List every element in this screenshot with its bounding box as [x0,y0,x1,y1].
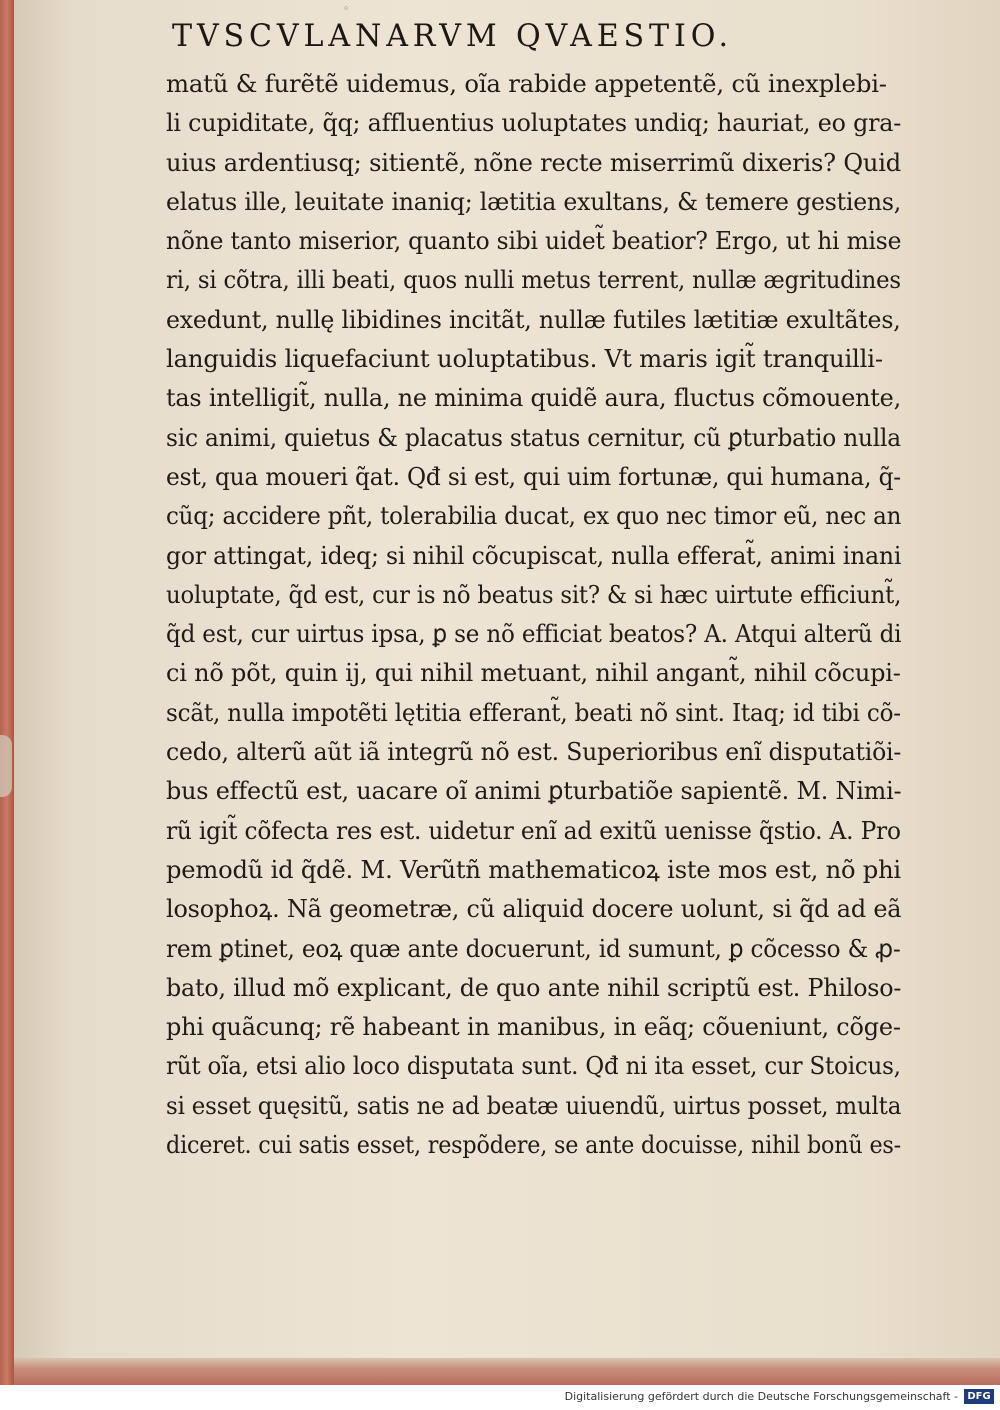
text-line: ri, si cõtra, illi beati, quos nulli metus terrent, nullæ ægritudines [166,265,901,295]
text-line: matũ & furẽtẽ uidemus, oĩa rabide appetentẽ, cũ inexplebi- [166,69,887,98]
footer-credit: Digitalisierung gefördert durch die Deutsche Forschungsgemeinschaft - [564,1390,958,1403]
text-line: gor attingat, ideq; si nihil cõcupiscat, nulla efferat̃, animi inani [166,540,902,570]
text-line: losophoꝝ. Nã geometræ, cũ aliquid docere uolunt, si q̃d ad eã [166,894,902,924]
text-line: sic animi, quietus & placatus status cernitur, cũ ꝑturbatio nulla [166,422,901,452]
page-tab-shadow [0,735,12,797]
text-line: cedo, alterũ aũt iã integrũ nõ est. Superioribus enĩ disputatiõi- [166,737,902,767]
text-line: uius ardentiusq; sitientẽ, nõne recte miserrimũ dixeris? Quid [166,147,902,177]
text-line: ci nõ põt, quin ij, qui nihil metuant, nihil angant̃, nihil cõcupi- [166,658,901,688]
text-line: rũt oĩa, etsi alio loco disputata sunt. Qđ ni ita esset, cur Stoicus, [166,1051,901,1081]
text-line: scãt, nulla impotẽti lętitia efferant̃, beati nõ sint. Itaq; id tibi cõ- [166,697,901,727]
text-line: li cupiditate, q̃q; affluentius uoluptates undiq; hauriat, eo gra- [166,108,902,138]
text-line: si esset quęsitũ, satis ne ad beatæ uiuendũ, uirtus posset, multa [166,1090,902,1120]
text-line: cũq; accidere pñt, tolerabilia ducat, ex quo nec timor eũ, nec an [166,501,902,531]
page-bottom-edge [14,1358,1000,1385]
text-line: uoluptate, q̃d est, cur is nõ beatus sit? & si hæc uirtute efficiunt̃, [166,579,902,609]
text-line: phi quãcunq; rẽ habeant in manibus, in eãq; cõueniunt, cõge- [166,1012,901,1042]
text-line: est, qua moueri q̃at. Qđ si est, qui uim fortunæ, qui humana, q̃- [166,461,901,491]
text-line: q̃d est, cur uirtus ipsa, ꝑ se nõ efficiat beatos? A. Atqui alterũ di [166,619,902,649]
book-fore-edge [0,0,14,1385]
text-line: exedunt, nullę libidines incitãt, nullæ futiles lætitiæ exultãtes, [166,304,901,334]
head-marker-icon: ◦ [342,2,355,15]
text-line: languidis liquefaciunt uoluptatibus. Vt maris igit̃ tranquilli- [166,344,883,374]
text-line: nõne tanto miserior, quanto sibi uidet̃ beatior? Ergo, ut hi mise [166,226,902,256]
text-line: tas intelligit̃, nulla, ne minima quidẽ aura, fluctus cõmouente, [166,383,901,413]
running-head [172,2,852,54]
text-line: bato, illud mõ explicant, de quo ante nihil scriptũ est. Philoso- [166,972,902,1002]
text-line: pemodũ id q̃dẽ. M. Verũtñ mathematicoꝝ iste mos est, nõ phi [166,854,901,884]
text-line: elatus ille, leuitate inaniq; lætitia exultans, & temere gestiens, [166,186,902,216]
running-head-text: TVSCVLANARVM QVAESTIO. [172,18,733,54]
text-line: bus effectũ est, uacare oĩ animi ꝑturbatiõe sapientẽ. M. Nimi- [166,776,902,806]
text-line: rem ꝑtinet, eoꝝ quæ ante docuerunt, id sumunt, ꝑ cõcesso & ꝓ- [166,933,901,963]
footer-bar [0,1385,1000,1410]
text-line: diceret. cui satis esset, respõdere, se ante docuisse, nihil bonũ es- [166,1130,902,1160]
text-line: rũ igit̃ cõfecta res est. uidetur enĩ ad exitũ uenisse q̃stio. A. Pro [166,815,901,845]
text-block [166,64,906,1164]
dfg-logo: DFG [964,1389,994,1404]
